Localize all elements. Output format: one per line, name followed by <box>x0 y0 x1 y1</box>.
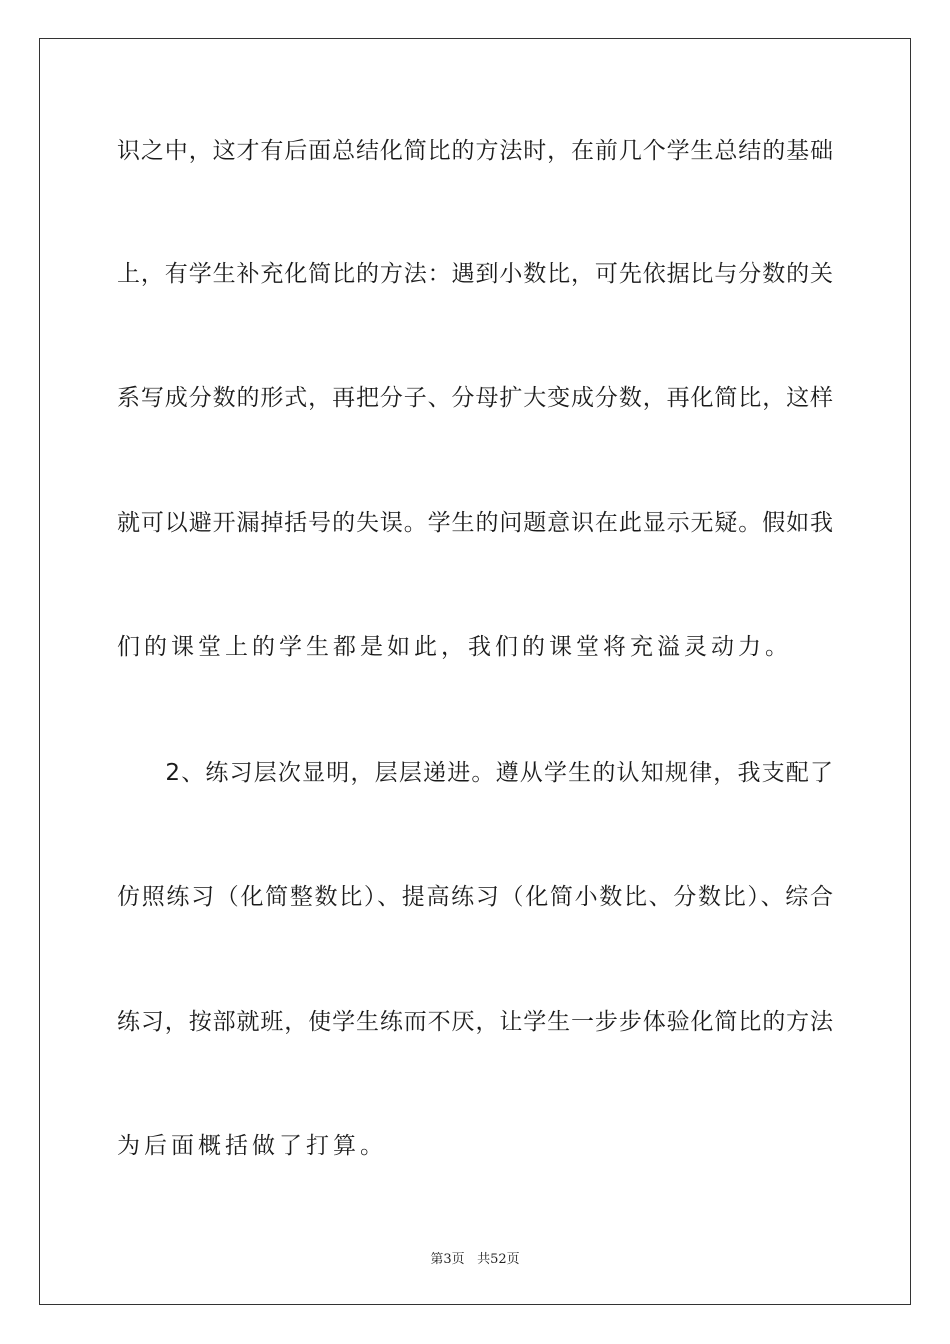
page-border <box>39 38 911 1305</box>
text-line: 系写成分数的形式，再把分子、分母扩大变成分数，再化简比，这样 <box>117 385 833 411</box>
text-line: 们的课堂上的学生都是如此，我们的课堂将充溢灵动力。 <box>117 634 792 660</box>
text-line: 仿照练习（化简整数比）、提高练习（化简小数比、分数比）、综合 <box>117 884 833 910</box>
text-line: 练习，按部就班，使学生练而不厌，让学生一步步体验化简比的方法 <box>117 1009 833 1035</box>
text-line: 为后面概括做了打算。 <box>117 1133 387 1159</box>
text-line: 识之中，这才有后面总结化简比的方法时，在前几个学生总结的基础 <box>117 138 833 164</box>
page-total: 共52页 <box>477 1252 520 1267</box>
text-line: 2、练习层次显明，层层递进。遵从学生的认知规律，我支配了 <box>117 760 833 786</box>
text-line: 就可以避开漏掉括号的失误。学生的问题意识在此显示无疑。假如我 <box>117 510 833 536</box>
text-line: 上，有学生补充化简比的方法：遇到小数比，可先依据比与分数的关 <box>117 261 833 287</box>
page-number: 第3页 <box>430 1252 465 1267</box>
page-footer <box>0 1248 950 1267</box>
